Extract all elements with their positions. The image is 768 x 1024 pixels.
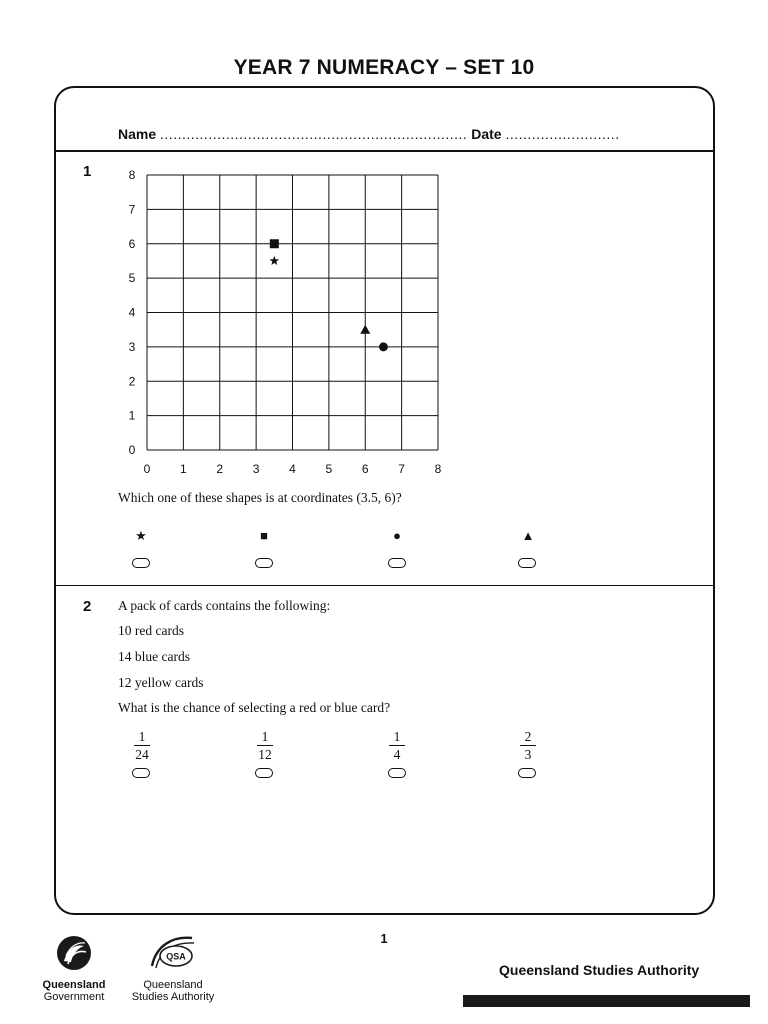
y-tick-label: 6 bbox=[128, 236, 136, 251]
question-2-question: What is the chance of selecting a red or blue card? bbox=[118, 700, 391, 715]
x-tick-label: 8 bbox=[434, 462, 442, 476]
triangle-icon: ▲ bbox=[521, 528, 535, 543]
queensland-government-emblem-icon bbox=[54, 934, 94, 972]
name-field[interactable]: ...................................................................... bbox=[160, 126, 468, 142]
fraction-option-1-12 bbox=[250, 730, 280, 762]
square-point bbox=[270, 239, 279, 248]
q2-answer-bubble-2-3[interactable] bbox=[518, 768, 536, 778]
fraction-option-2-3 bbox=[513, 730, 543, 762]
queensland-government-logo bbox=[34, 934, 114, 1003]
question-2-line: 12 yellow cards bbox=[118, 675, 204, 690]
q1-answer-bubble-star[interactable] bbox=[132, 558, 150, 568]
fraction-denominator: 3 bbox=[524, 747, 532, 762]
circle-icon: ● bbox=[393, 528, 401, 543]
y-tick-label: 7 bbox=[128, 202, 136, 217]
y-tick-label: 0 bbox=[128, 443, 136, 457]
y-tick-label: 4 bbox=[128, 305, 136, 320]
y-tick-label: 1 bbox=[128, 408, 136, 423]
x-tick-label: 7 bbox=[398, 462, 405, 476]
x-tick-label: 0 bbox=[143, 462, 151, 476]
x-tick-label: 5 bbox=[325, 462, 333, 476]
q1-answer-bubble-circle[interactable] bbox=[388, 558, 406, 568]
qg-logo-line2: Government bbox=[43, 991, 105, 1003]
qsa-logo-line1: Queensland bbox=[143, 979, 203, 991]
q1-answer-bubble-triangle[interactable] bbox=[518, 558, 536, 568]
fraction-denominator: 4 bbox=[393, 747, 401, 762]
question-2-line: A pack of cards contains the following: bbox=[118, 598, 331, 613]
x-tick-label: 4 bbox=[289, 462, 296, 476]
x-tick-label: 3 bbox=[252, 462, 260, 476]
fraction-numerator: 2 bbox=[524, 729, 532, 744]
fraction-bar bbox=[389, 745, 405, 746]
page-title: YEAR 7 NUMERACY – SET 10 bbox=[233, 56, 535, 79]
question-2-number: 2 bbox=[83, 598, 92, 615]
fraction-denominator: 12 bbox=[258, 747, 272, 762]
qg-logo-line1: Queensland bbox=[42, 979, 106, 991]
y-tick-label: 3 bbox=[128, 339, 136, 354]
date-label: Date bbox=[471, 126, 502, 142]
square-icon: ■ bbox=[260, 528, 268, 543]
question-divider bbox=[56, 585, 713, 586]
name-label: Name bbox=[118, 126, 157, 142]
qsa-logo-line2: Studies Authority bbox=[131, 991, 215, 1003]
qsa-logo bbox=[120, 932, 226, 1003]
q2-answer-bubble-1-4[interactable] bbox=[388, 768, 406, 778]
x-tick-label: 1 bbox=[180, 462, 187, 476]
y-tick-label: 8 bbox=[128, 168, 136, 182]
coordinate-grid-chart bbox=[118, 166, 448, 486]
fraction-numerator: 1 bbox=[261, 729, 269, 744]
fraction-numerator: 1 bbox=[138, 729, 146, 744]
star-point bbox=[270, 256, 280, 265]
fraction-option-1-24 bbox=[127, 730, 157, 762]
star-icon: ★ bbox=[135, 528, 147, 543]
circle-point bbox=[379, 342, 388, 351]
x-tick-label: 2 bbox=[216, 462, 224, 476]
footer-organisation-name: Queensland Studies Authority bbox=[499, 962, 700, 978]
triangle-point bbox=[360, 325, 370, 334]
y-tick-label: 2 bbox=[128, 374, 136, 389]
q2-answer-bubble-1-24[interactable] bbox=[132, 768, 150, 778]
question-1-text: Which one of these shapes is at coordinates (3.5, 6)? bbox=[118, 490, 402, 505]
name-date-line bbox=[118, 126, 620, 142]
header-divider bbox=[56, 150, 713, 152]
fraction-option-1-4 bbox=[382, 730, 412, 762]
y-tick-label: 5 bbox=[128, 271, 136, 286]
qsa-mark-text: QSA bbox=[166, 951, 186, 962]
fraction-bar bbox=[134, 745, 150, 746]
question-2-line: 10 red cards bbox=[118, 623, 184, 638]
fraction-bar bbox=[520, 745, 536, 746]
q2-answer-bubble-1-12[interactable] bbox=[255, 768, 273, 778]
x-tick-label: 6 bbox=[361, 462, 369, 476]
qsa-emblem-icon bbox=[146, 932, 200, 972]
question-1-number: 1 bbox=[83, 163, 92, 180]
date-field[interactable]: .......................... bbox=[505, 126, 620, 142]
q1-answer-bubble-square[interactable] bbox=[255, 558, 273, 568]
footer-bar bbox=[463, 995, 750, 1007]
fraction-denominator: 24 bbox=[135, 747, 149, 762]
fraction-numerator: 1 bbox=[393, 729, 401, 744]
fraction-bar bbox=[257, 745, 273, 746]
page-number: 1 bbox=[380, 931, 388, 946]
question-2-line: 14 blue cards bbox=[118, 649, 190, 664]
